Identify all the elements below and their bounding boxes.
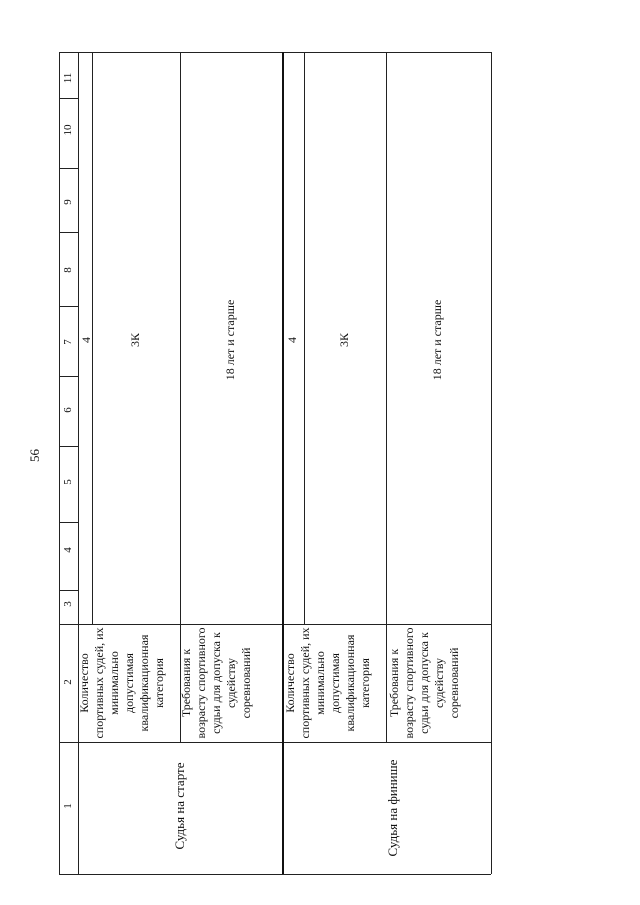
table-border-right bbox=[491, 52, 492, 874]
col-divider-2-3 bbox=[59, 624, 491, 625]
category-value-1: 3К bbox=[128, 333, 142, 348]
page-number bbox=[28, 449, 43, 462]
row-divider-section bbox=[282, 52, 284, 874]
col-number-4: 4 bbox=[62, 547, 74, 553]
col-divider-4-5 bbox=[59, 522, 79, 523]
col-divider-6-7 bbox=[59, 376, 79, 377]
col-divider-1-2 bbox=[59, 742, 491, 743]
col-number-8: 8 bbox=[62, 267, 74, 273]
count-value-1: 4 bbox=[79, 337, 93, 343]
category-value-2: 3К bbox=[337, 333, 351, 348]
table-border-top bbox=[59, 52, 491, 53]
col-divider-7-8 bbox=[59, 306, 79, 307]
col-divider-8-9 bbox=[59, 232, 79, 233]
col-number-11: 11 bbox=[62, 72, 74, 84]
col-number-7: 7 bbox=[62, 339, 74, 345]
position-finisher: Судья на финише bbox=[385, 759, 400, 857]
col-number-2: 2 bbox=[62, 679, 74, 685]
age-value-2: 18 лет и старше bbox=[430, 299, 444, 381]
col-number-1: 1 bbox=[62, 803, 74, 809]
criterion-age-1: Требования к возрасту спортивного судьи для допуска к судейству соревнований bbox=[179, 627, 253, 739]
col-number-3: 3 bbox=[62, 601, 74, 607]
position-starter: Судья на старте bbox=[172, 762, 187, 850]
col-number-6: 6 bbox=[62, 407, 74, 413]
col-divider-5-6 bbox=[59, 446, 79, 447]
criterion-count-2: Количество спортивных судей, их минимально допустимая квалификационная категория bbox=[283, 627, 372, 739]
page-number-text: 56 bbox=[27, 449, 42, 462]
criterion-age-2: Требования к возрасту спортивного судьи для допуска к судейству соревнований bbox=[387, 627, 461, 739]
count-divider-2 bbox=[304, 52, 305, 624]
table-border-left bbox=[59, 52, 60, 874]
age-value-1: 18 лет и старше bbox=[223, 299, 237, 381]
header-divider bbox=[78, 52, 79, 874]
col-number-10: 10 bbox=[62, 124, 74, 136]
count-value-2: 4 bbox=[285, 337, 299, 343]
criterion-count-1: Количество спортивных судей, их минимально допустимая квалификационная категория bbox=[77, 627, 166, 739]
col-number-9: 9 bbox=[62, 199, 74, 205]
table-border-bottom bbox=[59, 874, 491, 875]
col-divider-3-4 bbox=[59, 590, 79, 591]
col-divider-10-11 bbox=[59, 98, 79, 99]
col-divider-9-10 bbox=[59, 168, 79, 169]
col-number-5: 5 bbox=[62, 479, 74, 485]
